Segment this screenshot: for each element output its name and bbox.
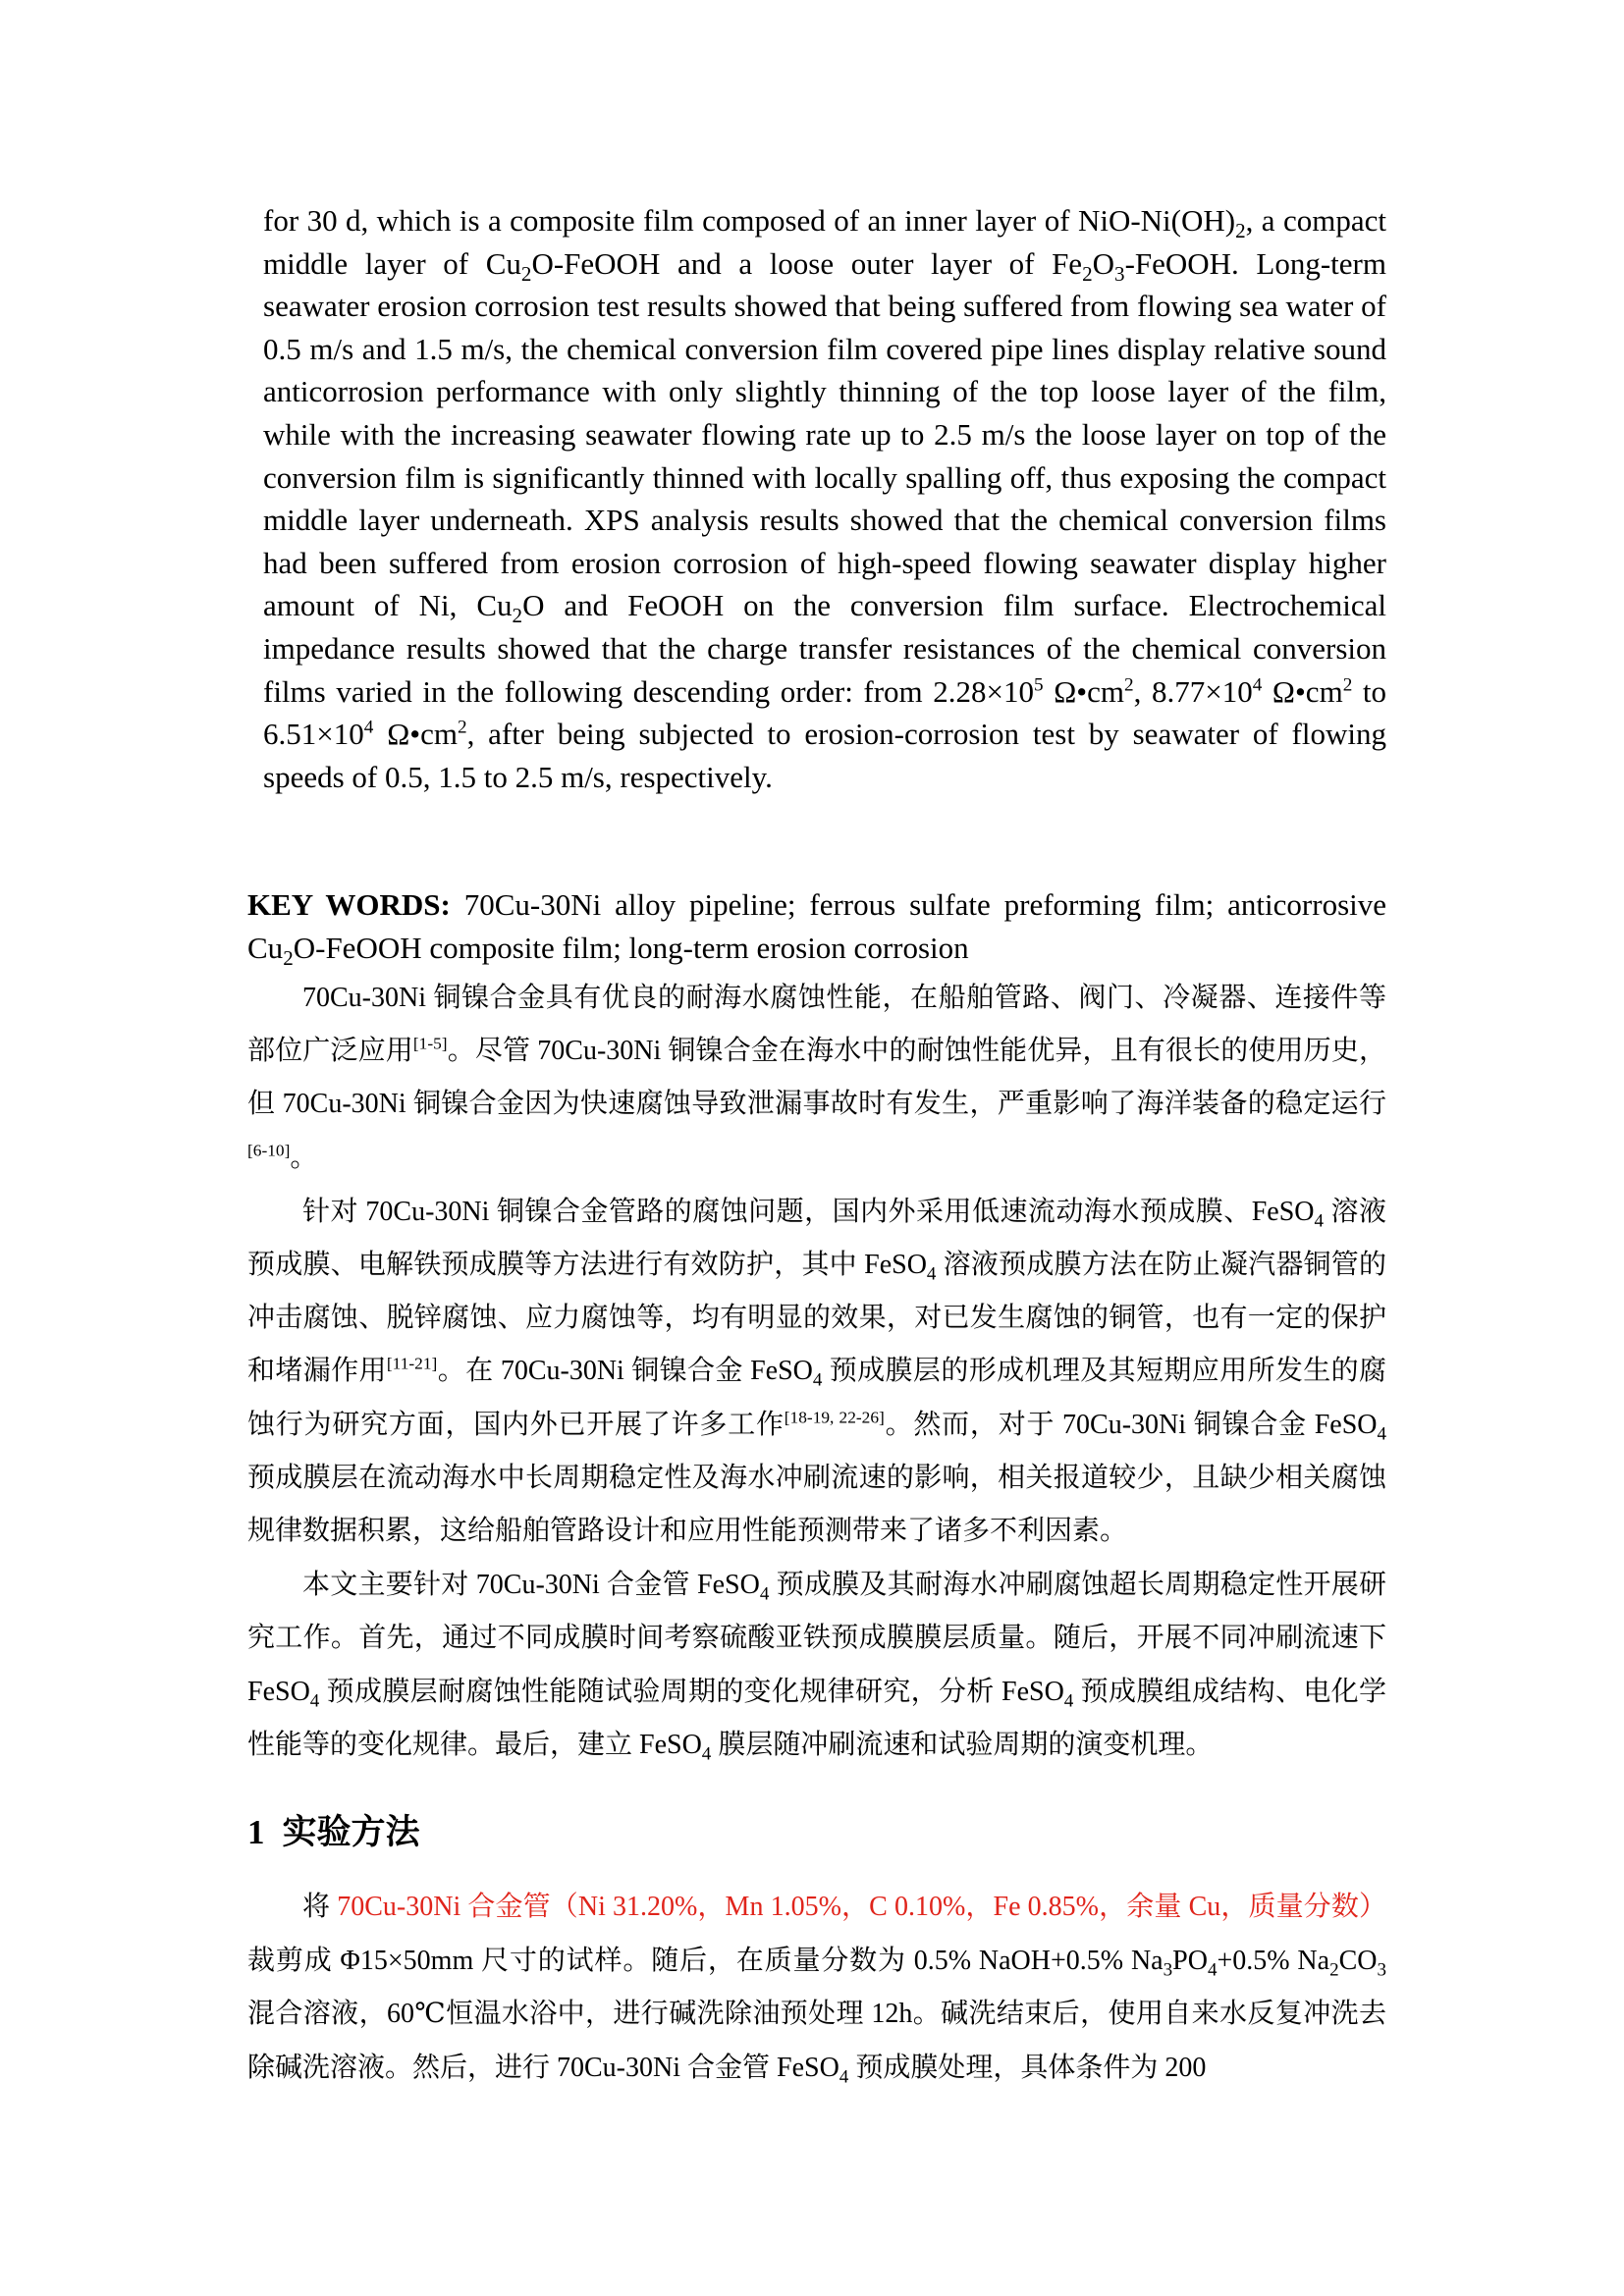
intro-paragraph-3: 本文主要针对 70Cu-30Ni 合金管 FeSO$_4$ 预成膜及其耐海水冲刷腐蚀超长周期稳定性开展研究工作。首先，通过不同成膜时间考察硫酸亚铁预成膜膜层质量。随后，开展不同冲刷流速下 FeSO$_4$ 预成膜层耐腐蚀性能随试验周期的变化规律研究，分析 FeSO$_4$ 预成膜组成结构、电化学性能等的变化规律。最后，建立 FeSO$_4$ 膜层随冲刷流速和试验周期的演变机理。 — [247, 1570, 1386, 1765]
methods-text — [247, 1881, 1386, 2095]
citation: [1-5] — [412, 1034, 448, 1053]
intro-paragraph-2: 针对 70Cu-30Ni 铜镍合金管路的腐蚀问题，国内外采用低速流动海水预成膜、FeSO$_4$ 溶液预成膜、电解铁预成膜等方法进行有效防护，其中 FeSO$_4$ 溶液预成膜方法在防止凝汽器铜管的冲击腐蚀、脱锌腐蚀、应力腐蚀等，均有明显的效果，对已发生腐蚀的铜管，也有一定的保护和堵漏作用[11-21]。在 70Cu-30Ni 铜镍合金 FeSO$_4$ 预成膜层的形成机理及其短期应用所发生的腐蚀行为研究方面，国内外已开展了许多工作[18-19, 22-26]。然而，对于 70Cu-30Ni 铜镍合金 FeSO$_4$ 预成膜层在流动海水中长周期稳定性及海水冲刷流速的影响，相关报道较少，且缺少相关腐蚀规律数据积累，这给船舶管路设计和应用性能预测带来了诸多不利因素。 — [247, 1196, 1387, 1547]
citation: [18-19, 22-26] — [784, 1408, 885, 1427]
keywords-label: KEY WORDS: — [247, 887, 451, 922]
abstract-paragraph: for 30 d, which is a composite film composed of an inner layer of NiO-$Ni(OH)_2$, a compact middle layer of $Cu_2O$-FeOOH and a loose outer layer of $Fe_2O_3$-FeOOH. Long-term seawater erosion corrosion test results showed that being suffered from flowing sea water of 0.5 m/s and 1.5 m/s, the chemical conversion film covered pipe lines display relative sound anticorrosion performance with only slightly thinning of the top loose layer of the film, while with the increasing seawater flowing rate up to 2.5 m/s the loose layer on top of the conversion film is significantly thinned with locally spalling off, thus exposing the compact middle layer underneath. XPS analysis results showed that the chemical conversion films had been suffered from erosion corrosion of high-speed flowing seawater display higher amount of Ni, $Cu_2O$ and FeOOH on the conversion film surface. Electrochemical impedance results showed that the charge transfer resistances of the chemical conversion films varied in the following descending order: from $2.28\times 10^5$ $\Omega•cm^2$, $8.77\times 10^4$ $\Omega•cm^2$ to $6.51\times 10^4$ $\Omega•cm^2$, after being subjected to erosion-corrosion test by seawater of flowing speeds of 0.5, 1.5 to 2.5 m/s, respectively. — [263, 203, 1387, 794]
section-number: 1 — [247, 1813, 265, 1851]
section-title: 实验方法 — [282, 1813, 420, 1851]
methods-paragraph: 将 70Cu-30Ni 合金管（Ni 31.20%，Mn 1.05%，C 0.10%，Fe 0.85%，余量 Cu，质量分数）裁剪成 Φ15×50mm 尺寸的试样。随后，在质量分数为 0.5% NaOH+0.5% $Na_3PO_4+0.5\%$ $Na_2CO_3$ 混合溶液，60℃恒温水浴中，进行碱洗除油预处理 12h。碱洗结束后，使用自来水反复冲洗去除碱洗溶液。然后，进行 70Cu-30Ni 合金管 FeSO$_4$ 预成膜处理，具体条件为 200 — [247, 1892, 1387, 2088]
alloy-composition-highlight: 70Cu-30Ni 合金管（Ni 31.20%，Mn 1.05%，C 0.10%，Fe 0.85%，余量 Cu，质量分数） — [337, 1892, 1386, 1922]
citation: [11-21] — [386, 1355, 438, 1374]
english-abstract — [263, 199, 1386, 798]
keywords-text: KEY WORDS: 70Cu-30Ni alloy pipeline; ferrous sulfate preforming film; anticorrosive $Cu_2O$-FeOOH composite film; long-term erosion corrosion — [247, 887, 1386, 970]
citation: [6-10] — [247, 1141, 291, 1160]
section-heading — [247, 1809, 1386, 1856]
keywords-block — [247, 883, 1386, 969]
introduction — [247, 972, 1386, 1772]
intro-paragraph-1: 70Cu-30Ni 铜镍合金具有优良的耐海水腐蚀性能，在船舶管路、阀门、冷凝器、连接件等部位广泛应用[1-5]。尽管 70Cu-30Ni 铜镍合金在海水中的耐蚀性能优异，且有很长的使用历史，但 70Cu-30Ni 铜镍合金因为快速腐蚀导致泄漏事故时有发生，严重影响了海洋装备的稳定运行[6-10]。 — [247, 983, 1386, 1173]
